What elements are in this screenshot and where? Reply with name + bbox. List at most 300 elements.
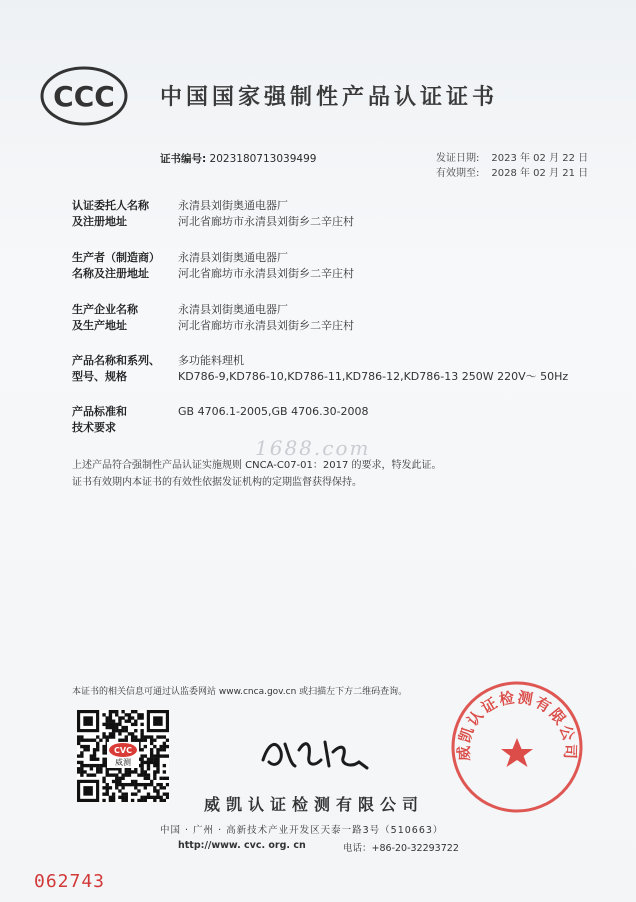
qr-module	[140, 764, 143, 767]
qr-module	[153, 761, 156, 764]
qr-module	[150, 783, 153, 786]
tel-value: +86-20-32293722	[371, 843, 459, 854]
qr-module	[150, 751, 153, 754]
qr-module	[125, 713, 128, 716]
qr-module	[134, 786, 137, 789]
qr-module	[150, 735, 153, 738]
qr-module	[102, 748, 105, 751]
qr-module	[80, 735, 83, 738]
qr-module	[102, 777, 105, 780]
contact-line	[178, 840, 459, 854]
qr-module	[112, 773, 115, 776]
qr-module	[166, 783, 169, 786]
field-label: 生产者（制造商）	[72, 251, 160, 264]
qr-module	[131, 799, 134, 802]
qr-module	[153, 745, 156, 748]
qr-module	[163, 770, 166, 773]
qr-module	[147, 773, 150, 776]
qr-module	[87, 748, 90, 751]
qr-module	[134, 783, 137, 786]
qr-module	[109, 786, 112, 789]
qr-module	[77, 754, 80, 757]
qr-module	[140, 783, 143, 786]
qr-module	[144, 770, 147, 773]
qr-module	[121, 729, 124, 732]
qr-module	[121, 773, 124, 776]
qr-module	[159, 786, 162, 789]
qr-module	[121, 726, 124, 729]
qr-module	[137, 739, 140, 742]
qr-module	[137, 773, 140, 776]
qr-module	[106, 723, 109, 726]
qr-module	[106, 770, 109, 773]
qr-module	[93, 773, 96, 776]
qr-module	[109, 716, 112, 719]
qr-module	[106, 739, 109, 742]
qr-module	[115, 777, 118, 780]
qr-module	[106, 773, 109, 776]
qr-module	[134, 710, 137, 713]
ccc-logo	[40, 66, 128, 126]
qr-module	[128, 713, 131, 716]
qr-module	[83, 770, 86, 773]
qr-module	[109, 799, 112, 802]
cert-number-value: 2023180713039499	[209, 153, 317, 165]
qr-module	[144, 796, 147, 799]
issue-date-value: 2023 年 02 月 22 日	[491, 153, 589, 164]
qr-module	[128, 783, 131, 786]
issue-date-label: 发证日期:	[436, 153, 480, 164]
qr-module	[80, 770, 83, 773]
field-label: 产品名称和系列、	[72, 354, 160, 367]
qr-module	[137, 799, 140, 802]
qr-module	[96, 764, 99, 767]
qr-module	[118, 739, 121, 742]
qr-module	[163, 792, 166, 795]
qr-module	[87, 773, 90, 776]
qr-module	[153, 758, 156, 761]
qr-module	[102, 723, 105, 726]
qr-module	[128, 720, 131, 723]
qr-module	[140, 754, 143, 757]
field-value: 河北省廊坊市永清县刘街乡二辛庄村	[178, 267, 354, 280]
seal-text: 威凯认证检测有限公司	[454, 688, 580, 762]
qr-module	[134, 729, 137, 732]
qr-module	[106, 789, 109, 792]
field-label: 生产企业名称	[72, 303, 138, 316]
qr-module	[96, 735, 99, 738]
qr-module	[134, 720, 137, 723]
field-value: KD786-9,KD786-10,KD786-11,KD786-12,KD786-13 250W 220V～ 50Hz	[178, 370, 569, 383]
qr-module	[134, 723, 137, 726]
qr-module	[109, 773, 112, 776]
qr-module	[153, 739, 156, 742]
qr-module	[153, 799, 156, 802]
qr-module	[87, 745, 90, 748]
qr-badge-subtext: 威测	[115, 758, 131, 767]
qr-module	[159, 796, 162, 799]
qr-module	[121, 739, 124, 742]
qr-module	[140, 767, 143, 770]
qr-module	[140, 761, 143, 764]
qr-module	[121, 783, 124, 786]
qr-module	[163, 777, 166, 780]
qr-module	[134, 792, 137, 795]
field-value: 河北省廊坊市永清县刘街乡二辛庄村	[178, 319, 354, 332]
qr-module	[125, 739, 128, 742]
qr-module	[121, 792, 124, 795]
watermark: 1688.com	[255, 436, 371, 460]
qr-module	[109, 713, 112, 716]
qr-module	[121, 786, 124, 789]
qr-module	[153, 764, 156, 767]
qr-module	[80, 745, 83, 748]
qr-module	[156, 796, 159, 799]
qr-module	[102, 780, 105, 783]
qr-module	[125, 729, 128, 732]
qr-module	[115, 786, 118, 789]
qr-module	[115, 773, 118, 776]
qr-module	[131, 735, 134, 738]
qr-module	[163, 742, 166, 745]
website-link[interactable]: http://www. cvc. org. cn	[178, 840, 306, 851]
qr-module	[147, 761, 150, 764]
qr-module	[147, 783, 150, 786]
qr-module	[159, 799, 162, 802]
qr-module	[109, 732, 112, 735]
qr-module	[115, 726, 118, 729]
qr-module	[109, 735, 112, 738]
qr-module	[93, 748, 96, 751]
qr-module	[128, 716, 131, 719]
qr-module	[109, 710, 112, 713]
serial-number: 062743	[34, 871, 106, 892]
qr-module	[80, 767, 83, 770]
qr-module	[106, 716, 109, 719]
qr-module	[131, 770, 134, 773]
field-value: GB 4706.1-2005,GB 4706.30-2008	[178, 405, 369, 418]
field-label: 认证委托人名称	[72, 199, 149, 212]
qr-module	[83, 739, 86, 742]
field-label: 名称及注册地址	[72, 267, 149, 280]
qr-module	[137, 716, 140, 719]
qr-module	[166, 754, 169, 757]
qr-module	[125, 783, 128, 786]
qr-module	[118, 777, 121, 780]
qr-module	[150, 796, 153, 799]
qr-module	[156, 754, 159, 757]
qr-module	[96, 767, 99, 770]
qr-module	[128, 732, 131, 735]
qr-module	[115, 783, 118, 786]
qr-module	[140, 732, 143, 735]
qr-module	[115, 729, 118, 732]
qr-module	[77, 767, 80, 770]
qr-module	[147, 767, 150, 770]
qr-module	[99, 767, 102, 770]
qr-module	[90, 754, 93, 757]
qr-module	[163, 735, 166, 738]
qr-module	[106, 726, 109, 729]
qr-module	[140, 799, 143, 802]
qr-module	[106, 735, 109, 738]
qr-module	[112, 723, 115, 726]
qr-module	[112, 732, 115, 735]
qr-module	[121, 799, 124, 802]
qr-module	[156, 789, 159, 792]
qr-module	[125, 735, 128, 738]
certification-statement	[72, 457, 442, 491]
qr-module	[163, 748, 166, 751]
qr-module	[128, 773, 131, 776]
qr-module	[153, 754, 156, 757]
qr-module	[121, 710, 124, 713]
qr-module	[118, 723, 121, 726]
qr-module	[99, 770, 102, 773]
qr-finder	[153, 716, 163, 726]
qr-module	[80, 754, 83, 757]
qr-module	[147, 764, 150, 767]
qr-module	[137, 789, 140, 792]
qr-module	[112, 710, 115, 713]
qr-module	[77, 739, 80, 742]
qr-module	[147, 777, 150, 780]
qr-module	[144, 783, 147, 786]
cert-number-label: 证书编号:	[160, 153, 207, 165]
qr-module	[121, 777, 124, 780]
qr-module	[118, 729, 121, 732]
field-label: 型号、规格	[72, 370, 127, 383]
qr-module	[118, 770, 121, 773]
qr-module	[87, 764, 90, 767]
expiry-date-label: 有效期至:	[436, 168, 480, 179]
qr-module	[156, 767, 159, 770]
field-label: 产品标准和	[72, 405, 127, 418]
qr-module	[96, 770, 99, 773]
qr-module	[156, 735, 159, 738]
qr-module	[147, 792, 150, 795]
logo-text: CCC	[53, 80, 115, 113]
qr-module	[131, 792, 134, 795]
qr-module	[150, 748, 153, 751]
qr-module	[93, 754, 96, 757]
statement-line: 证书有效期内本证书的有效性依据发证机构的定期监督获得保持。	[72, 477, 362, 488]
qr-code[interactable]	[77, 710, 169, 802]
qr-module	[137, 713, 140, 716]
qr-module	[125, 770, 128, 773]
qr-module	[118, 789, 121, 792]
qr-finder	[83, 786, 93, 796]
qr-module	[131, 710, 134, 713]
qr-module	[93, 764, 96, 767]
field-label: 技术要求	[72, 421, 116, 434]
qr-module	[166, 777, 169, 780]
qr-module	[156, 783, 159, 786]
qr-module	[153, 786, 156, 789]
qr-module	[125, 720, 128, 723]
qr-module	[112, 735, 115, 738]
qr-module	[159, 777, 162, 780]
qr-module	[125, 773, 128, 776]
qr-module	[156, 751, 159, 754]
qr-module	[115, 723, 118, 726]
qr-module	[153, 773, 156, 776]
qr-module	[134, 770, 137, 773]
tel-label: 电话：	[343, 843, 372, 854]
qr-module	[144, 739, 147, 742]
qr-module	[102, 761, 105, 764]
qr-module	[102, 745, 105, 748]
qr-module	[83, 764, 86, 767]
qr-module	[150, 780, 153, 783]
qr-module	[112, 726, 115, 729]
qr-module	[96, 745, 99, 748]
qr-module	[137, 783, 140, 786]
qr-module	[112, 720, 115, 723]
qr-module	[140, 748, 143, 751]
qr-module	[83, 748, 86, 751]
certificate-title: 中国国家强制性产品认证证书	[160, 85, 499, 110]
qr-module	[77, 735, 80, 738]
certificate-number	[160, 151, 316, 166]
qr-module	[80, 761, 83, 764]
qr-module	[166, 739, 169, 742]
qr-module	[140, 796, 143, 799]
qr-module	[156, 770, 159, 773]
qr-module	[93, 739, 96, 742]
qr-module	[90, 773, 93, 776]
qr-module	[102, 799, 105, 802]
qr-module	[115, 713, 118, 716]
qr-module	[125, 726, 128, 729]
qr-module	[112, 780, 115, 783]
qr-module	[159, 745, 162, 748]
qr-module	[131, 716, 134, 719]
qr-module	[102, 792, 105, 795]
field-value: 永清县刘街奥通电器厂	[178, 303, 288, 316]
qr-module	[144, 799, 147, 802]
qr-module	[121, 716, 124, 719]
qr-module	[102, 751, 105, 754]
qr-module	[131, 739, 134, 742]
field-label: 及生产地址	[72, 319, 127, 332]
qr-module	[156, 758, 159, 761]
qr-module	[159, 783, 162, 786]
qr-module	[99, 739, 102, 742]
qr-module	[118, 783, 121, 786]
certificate-dates	[436, 151, 588, 181]
qr-module	[112, 792, 115, 795]
seal-star-icon	[501, 738, 533, 767]
qr-module	[109, 726, 112, 729]
qr-module	[115, 780, 118, 783]
qr-module	[134, 735, 137, 738]
qr-module	[140, 770, 143, 773]
qr-module	[153, 770, 156, 773]
qr-module	[144, 754, 147, 757]
qr-module	[90, 739, 93, 742]
qr-module	[150, 739, 153, 742]
qr-module	[112, 799, 115, 802]
qr-finder	[83, 716, 93, 726]
statement-line: 上述产品符合强制性产品认证实施规则 CNCA-C07-01：2017 的要求，特发此证。	[72, 460, 442, 471]
qr-module	[77, 770, 80, 773]
qr-module	[147, 735, 150, 738]
qr-module	[118, 720, 121, 723]
qr-module	[140, 713, 143, 716]
qr-module	[163, 786, 166, 789]
qr-module	[166, 792, 169, 795]
company-address: 中国 · 广州 · 高新技术产业开发区天泰一路3号（510663）	[160, 825, 444, 836]
qr-module	[131, 783, 134, 786]
qr-module	[87, 739, 90, 742]
qr-module	[156, 761, 159, 764]
qr-module	[80, 773, 83, 776]
qr-module	[140, 729, 143, 732]
qr-module	[163, 799, 166, 802]
qr-module	[153, 777, 156, 780]
qr-module	[118, 732, 121, 735]
qr-module	[150, 761, 153, 764]
qr-module	[147, 758, 150, 761]
qr-module	[96, 742, 99, 745]
qr-module	[140, 723, 143, 726]
expiry-date-value: 2028 年 02 月 21 日	[491, 168, 589, 179]
qr-module	[96, 748, 99, 751]
qr-module	[121, 796, 124, 799]
qr-module	[156, 764, 159, 767]
qr-module	[153, 796, 156, 799]
qr-module	[125, 799, 128, 802]
qr-module	[77, 761, 80, 764]
qr-module	[150, 742, 153, 745]
qr-module	[118, 780, 121, 783]
qr-module	[163, 745, 166, 748]
company-seal	[448, 678, 586, 816]
qr-module	[90, 764, 93, 767]
qr-module	[93, 751, 96, 754]
qr-module	[93, 758, 96, 761]
qr-module	[83, 745, 86, 748]
qr-module	[144, 773, 147, 776]
qr-module	[102, 735, 105, 738]
qr-module	[147, 796, 150, 799]
qr-module	[102, 764, 105, 767]
qr-module	[102, 732, 105, 735]
qr-module	[118, 716, 121, 719]
qr-module	[140, 773, 143, 776]
qr-module	[153, 789, 156, 792]
qr-module	[118, 796, 121, 799]
signature	[255, 722, 375, 782]
qr-module	[125, 792, 128, 795]
qr-module	[144, 786, 147, 789]
qr-module	[115, 710, 118, 713]
qr-module	[144, 777, 147, 780]
qr-module	[144, 745, 147, 748]
qr-module	[102, 758, 105, 761]
qr-module	[109, 796, 112, 799]
qr-module	[125, 796, 128, 799]
qr-module	[134, 739, 137, 742]
qr-module	[99, 764, 102, 767]
qr-module	[90, 767, 93, 770]
qr-module	[102, 786, 105, 789]
qr-module	[112, 729, 115, 732]
qr-module	[106, 720, 109, 723]
field-value: 永清县刘街奥通电器厂	[178, 251, 288, 264]
qr-module	[156, 792, 159, 795]
